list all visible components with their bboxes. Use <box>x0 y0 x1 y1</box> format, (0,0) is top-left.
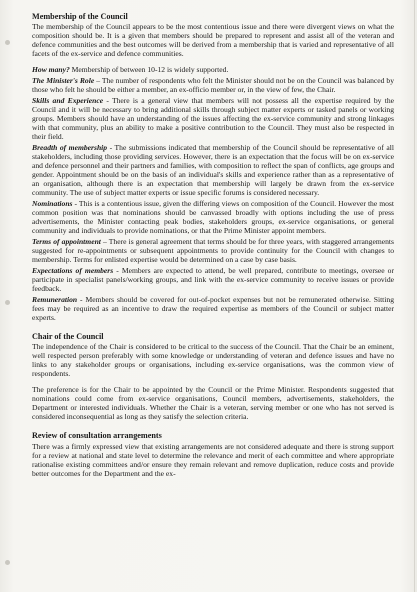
ministers-role-text: – The number of respondents who felt the Minister should not be on the Council was balanced by those who felt he should be either a member, an ex-officio member or, in the view of few, the Chair. <box>32 76 394 95</box>
punch-hole <box>5 40 10 45</box>
ministers-role-term: The Minister's Role <box>32 76 95 86</box>
terms-paragraph <box>32 237 394 264</box>
breadth-term: Breadth of membership <box>32 143 108 153</box>
nominations-paragraph <box>32 199 394 235</box>
how-many-term: How many? <box>32 65 70 75</box>
breadth-text: - The submissions indicated that membership of the Council should be representative of all stakeholders, including those providing services. However, there is an expectation that the focus will be on ex-service and defence personnel and their partners and families, with composition to reflect the span of conflicts, age groups and gender. Appointment should be on the basis of an individual's skills and experience rather than as a representative of an organisation, although there is an expectation that membership will largely be drawn from the ex-service community. The use of subject matter experts or issue specific forums is considered necessary. <box>32 143 394 198</box>
nominations-text: - This is a contentious issue, given the differing views on composition of the Council. However the most common position was that nominations should be canvassed broadly with options including the use of press advertisements, the Minister contacting peak bodies, stakeholders groups, ex-service organisations, or general community and individuals to provide nominations, or that the Prime Minister appoint members. <box>32 199 394 236</box>
skills-paragraph <box>32 96 394 141</box>
membership-heading: Membership of the Council <box>32 12 128 21</box>
page-edge <box>414 0 415 592</box>
review-heading: Review of consultation arrangements <box>32 431 162 441</box>
membership-intro: The membership of the Council appears to be the most contentious issue and there were divergent views on what the composition should be. It is a given that members should be prepared to represent and assist all of the veteran and defence communities and the best outcomes will be derived from a membership that is varied and representative of all facets of the ex-service and defence communities. <box>32 22 394 59</box>
terms-text: – There is general agreement that terms should be for three years, with staggered arrangements suggested for re-appointments or subsequent appointments to provide continuity for the Council with changes to membership. Terms for enlisted expertise would be determined on a case by case basis. <box>32 237 394 265</box>
binder-holes <box>3 0 13 592</box>
chair-paragraph-2: The preference is for the Chair to be appointed by the Council or the Prime Minister. Respondents suggested that nominations could come from ex-service organisations, Council members, advertisements, stakeholders, the Department or interested individuals. Whether the Chair is a veteran, serving member or one who has not served is considered inconsequential as long as they satisfy the selection criteria. <box>32 385 394 422</box>
expectations-text: - Members are expected to attend, be well prepared, contribute to meetings, oversee or participate in specialist panels/working groups, and link with the ex-service community to receive issues or provide feedback. <box>32 266 394 294</box>
ministers-role-paragraph <box>32 76 394 94</box>
review-paragraph-1: There was a firmly expressed view that existing arrangements are not considered adequate and there is strong support for a review at national and state level to determine the relevance and merit of each committee and where appropriate rationalise existing committees and/or ensure they remain relevant and remove duplication, reduce costs and provide better outcomes for the Department and the ex- <box>32 441 394 478</box>
how-many-text: Membership of between 10-12 is widely supported. <box>69 65 229 75</box>
remuneration-text: - Members should be covered for out-of-pocket expenses but not be remunerated otherwise. Sitting fees may be required as an incentive to draw the required expertise as members of the Council or subject matter experts. <box>32 295 394 323</box>
document-body <box>32 12 394 483</box>
how-many-paragraph <box>32 65 394 74</box>
review-section <box>32 431 394 477</box>
chair-paragraph-1: The independence of the Chair is considered to be critical to the success of the Council. That the Chair be an eminent, well respected person preferably with some knowledge or understanding of veteran and defence issues and have no links to any stakeholder groups or organisations, including ex-service organisations, was the common view of respondents. <box>32 342 394 379</box>
nominations-term: Nominations <box>32 199 73 209</box>
membership-section <box>32 12 394 322</box>
remuneration-term: Remuneration <box>32 295 78 305</box>
remuneration-paragraph <box>32 295 394 322</box>
skills-term: Skills and Experience <box>32 96 104 106</box>
chair-heading: Chair of the Council <box>32 332 104 342</box>
chair-section <box>32 332 394 421</box>
terms-term: Terms of appointment <box>32 237 101 247</box>
skills-text: - There is a general view that members will not possess all the expertise required by the Council and it will be necessary to bring additional skills through subject matter experts or tasked panels or working groups. Members should have an understanding of the issues affecting the ex-service community and strong linkages with that community, plus an ability to make a positive contribution to the Council. They must also be respected in their field. <box>32 96 394 142</box>
expectations-term: Expectations of members <box>32 266 114 276</box>
expectations-paragraph <box>32 266 394 293</box>
breadth-paragraph <box>32 143 394 197</box>
punch-hole <box>5 300 10 305</box>
punch-hole <box>5 560 10 565</box>
